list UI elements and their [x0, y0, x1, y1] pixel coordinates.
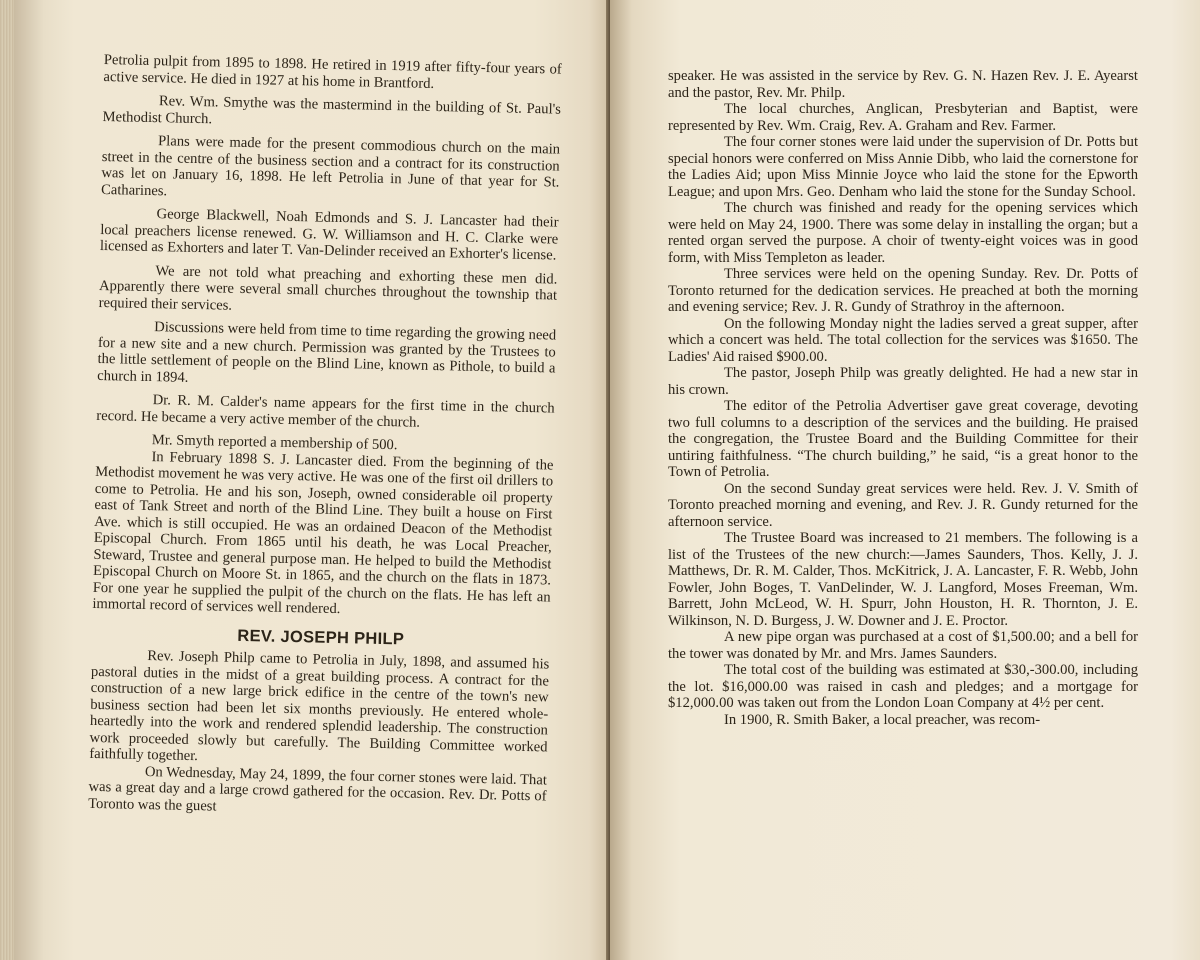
paragraph: Dr. R. M. Calder's name appears for the first time in the church record. He became a very active member of the church.: [96, 392, 555, 431]
right-page: [610, 0, 1200, 960]
paragraph: A new pipe organ was purchased at a cost of $1,500.00; and a bell for the tower was donated by Mr. and Mrs. James Saunders.: [668, 629, 1138, 662]
paragraph: On Wednesday, May 24, 1899, the four corner stones were laid. That was a great day and a large crowd gathered for the occasion. Rev. Dr. Potts of Toronto was the guest: [88, 763, 548, 815]
right-text-column: [668, 68, 1138, 728]
paragraph: The local churches, Anglican, Presbyterian and Baptist, were represented by Rev. Wm. Craig, Rev. A. Graham and Rev. Farmer.: [668, 101, 1138, 134]
paragraph: Mr. Smyth reported a membership of 500.: [151, 432, 398, 454]
section-heading: REV. JOSEPH PHILP: [237, 626, 405, 648]
paragraph: We are not told what preaching and exhorting these men did. Apparently there were several small churches throughout the township that required their services.: [98, 262, 558, 314]
paragraph: In February 1898 S. J. Lancaster died. From the beginning of the Methodist movement he was very active. He was one of the first oil drillers to come to Petrolia. He and his son, Joseph, owned considerable oil property east of Tank Street and north of the Blind Line. They built a house on First Ave. which is still occupied. He was an ordained Deacon of the Methodist Episcopal Church. From 1865 until his death, he was Local Preacher, Steward, Trustee and general purpose man. He helped to build the Methodist Episcopal Church on Moore St. in 1865, and the church on the flats in 1873. For one year he supplied the pulpit of the church on the flats. He has left an immortal record of services well rendered.: [92, 448, 554, 618]
paragraph: In 1900, R. Smith Baker, a local preacher, was recom-: [724, 711, 1041, 728]
paragraph: The Trustee Board was increased to 21 members. The following is a list of the Trustees of the new church:—James Saunders, Thos. Kelly, J. J. Matthews, Dr. R. M. Calder, Thos. McKitrick, J. A. Lancaster, F. R. Webb, John Fowler, John Boges, T. VanDelinder, W. J. Langford, Moses Freeman, Wm. Barrett, John McLeod, W. H. Spurr, John Houston, H. R. Thornton, J. E. Wilkinson, N. D. Burgess, J. W. Downer and J. E. Proctor.: [668, 530, 1138, 629]
paragraph: Discussions were held from time to time regarding the growing need for a new site and a new church. Permission was granted by the Trustees to the little settlement of people on the Blind Line, known as Pithole, to build a church in 1894.: [97, 319, 557, 386]
paragraph: On the second Sunday great services were held. Rev. J. V. Smith of Toronto preached morning and evening, and Rev. J. R. Gundy returned for the afternoon service.: [668, 480, 1138, 530]
paragraph: Three services were held on the opening Sunday. Rev. Dr. Potts of Toronto returned for the dedication services. He preached at both the morning and evening service; Rev. J. R. Gundy of Strathroy in the afternoon.: [668, 266, 1138, 315]
paragraph: On the following Monday night the ladies served a great supper, after which a concert was held. The total collection for the services was $1650. The Ladies' Aid raised $900.00.: [668, 315, 1138, 365]
paragraph: Rev. Joseph Philp came to Petrolia in July, 1898, and assumed his pastoral duties in the midst of a great building process. A contract for the construction of a new large brick edifice in the centre of the town's new business section had been let six months previously. He entered whole-heartedly into the work and rendered splendid leadership. The construction work proceeded slowly but carefully. The Building Committee worked faithfully together.: [89, 648, 550, 765]
paragraph: Plans were made for the present commodious church on the main street in the centre of the business section and a contract for its construction was let on January 16, 1898. He left Petrolia in June of that year for St. Catharines.: [100, 133, 561, 199]
left-page: [14, 0, 610, 960]
paragraph: The church was finished and ready for the opening services which were held on May 24, 1900. There was some delay in installing the organ; but a rented organ served the purpose. A choir of twenty-eight voices was in good form, with Miss Templeton as leader.: [668, 200, 1138, 266]
paragraph: speaker. He was assisted in the service by Rev. G. N. Hazen Rev. J. E. Ayearst and the pastor, Rev. Mr. Philp.: [668, 68, 1138, 101]
paragraph: George Blackwell, Noah Edmonds and S. J. Lancaster had their local preachers license renewed. G. W. Williamson and H. C. Clarke were licensed as Exhorters and later T. Van-Delinder received an Exhorter's license.: [99, 206, 559, 264]
paragraph: Rev. Wm. Smythe was the mastermind in the building of St. Paul's Methodist Church.: [102, 93, 562, 127]
paragraph: The four corner stones were laid under the supervision of Dr. Potts but special honors were conferred on Miss Annie Dibb, who laid the cornerstone for the Ladies Aid; upon Miss Minnie Joyce who laid the stone for the Epworth League; and upon Mrs. Geo. Denham who laid the stone for the Sunday School.: [668, 134, 1138, 200]
paragraph: Petrolia pulpit from 1895 to 1898. He retired in 1919 after fifty-four years of active service. He died in 1927 at his home in Brantford.: [103, 52, 562, 92]
paragraph: The total cost of the building was estimated at $30,-300.00, including the lot. $16,000.00 was raised in cash and pledges; and a mortgage for $12,000.00 was taken out from the London Loan Company at 4½ per cent.: [668, 662, 1138, 711]
left-text-column: [88, 52, 562, 821]
paragraph: The editor of the Petrolia Advertiser gave great coverage, devoting two full columns to a description of the services and the building. He praised the congregation, the Trustee Board and the Building Committee for their untiring faithfulness. “The church building,” he said, “is a great honor to the Town of Petrolia.: [668, 398, 1138, 480]
paragraph: The pastor, Joseph Philp was greatly delighted. He had a new star in his crown.: [668, 365, 1138, 398]
